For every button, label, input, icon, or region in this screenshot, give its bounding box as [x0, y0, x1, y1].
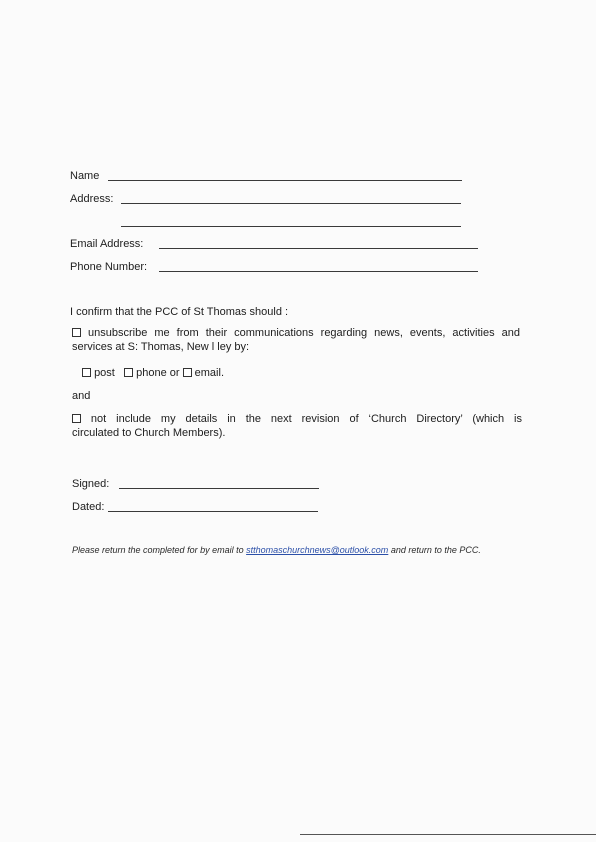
unsubscribe-option — [72, 326, 520, 354]
unsubscribe-text-1: unsubscribe me from their communications regarding news, events, activities and — [88, 327, 520, 339]
name-label: Name — [70, 170, 100, 182]
date-field[interactable] — [108, 511, 318, 512]
dated-label: Dated: — [72, 501, 105, 513]
return-note-start: Please return the completed for by email to — [72, 545, 244, 555]
unsubscribe-checkbox[interactable] — [72, 328, 81, 337]
phone-field[interactable] — [159, 271, 478, 272]
directory-option — [72, 412, 522, 440]
address-label: Address: — [70, 193, 114, 205]
email-checkbox[interactable] — [183, 368, 192, 377]
directory-text-1: not include my details in the next revision of ‘Church Directory’ (which is — [90, 413, 522, 425]
address-field-line-1[interactable] — [121, 203, 461, 204]
return-instructions — [72, 545, 481, 555]
post-label: post — [94, 367, 115, 379]
scan-edge-divider — [300, 834, 596, 835]
phone-checkbox[interactable] — [124, 368, 133, 377]
signed-label: Signed: — [72, 478, 110, 490]
return-note-end: and return to the PCC. — [390, 545, 481, 555]
contact-email-link[interactable]: stthomaschurchnews@outlook.com — [246, 545, 389, 555]
email-option-label: email. — [194, 367, 224, 379]
address-field-line-2[interactable] — [121, 226, 461, 227]
directory-text-2: circulated to Church Members). — [72, 427, 226, 439]
channel-options — [82, 367, 224, 380]
phone-option-label: phone or — [136, 367, 180, 379]
signature-field[interactable] — [119, 488, 319, 489]
directory-checkbox[interactable] — [72, 414, 81, 423]
unsubscribe-text-2: services at S: Thomas, New l ley by: — [72, 341, 250, 353]
email-field[interactable] — [159, 248, 478, 249]
phone-label: Phone Number: — [70, 261, 148, 273]
email-label: Email Address: — [70, 238, 144, 250]
and-label: and — [72, 390, 91, 402]
consent-intro: I confirm that the PCC of St Thomas should : — [70, 306, 289, 318]
post-checkbox[interactable] — [82, 368, 91, 377]
name-field[interactable] — [108, 180, 462, 181]
